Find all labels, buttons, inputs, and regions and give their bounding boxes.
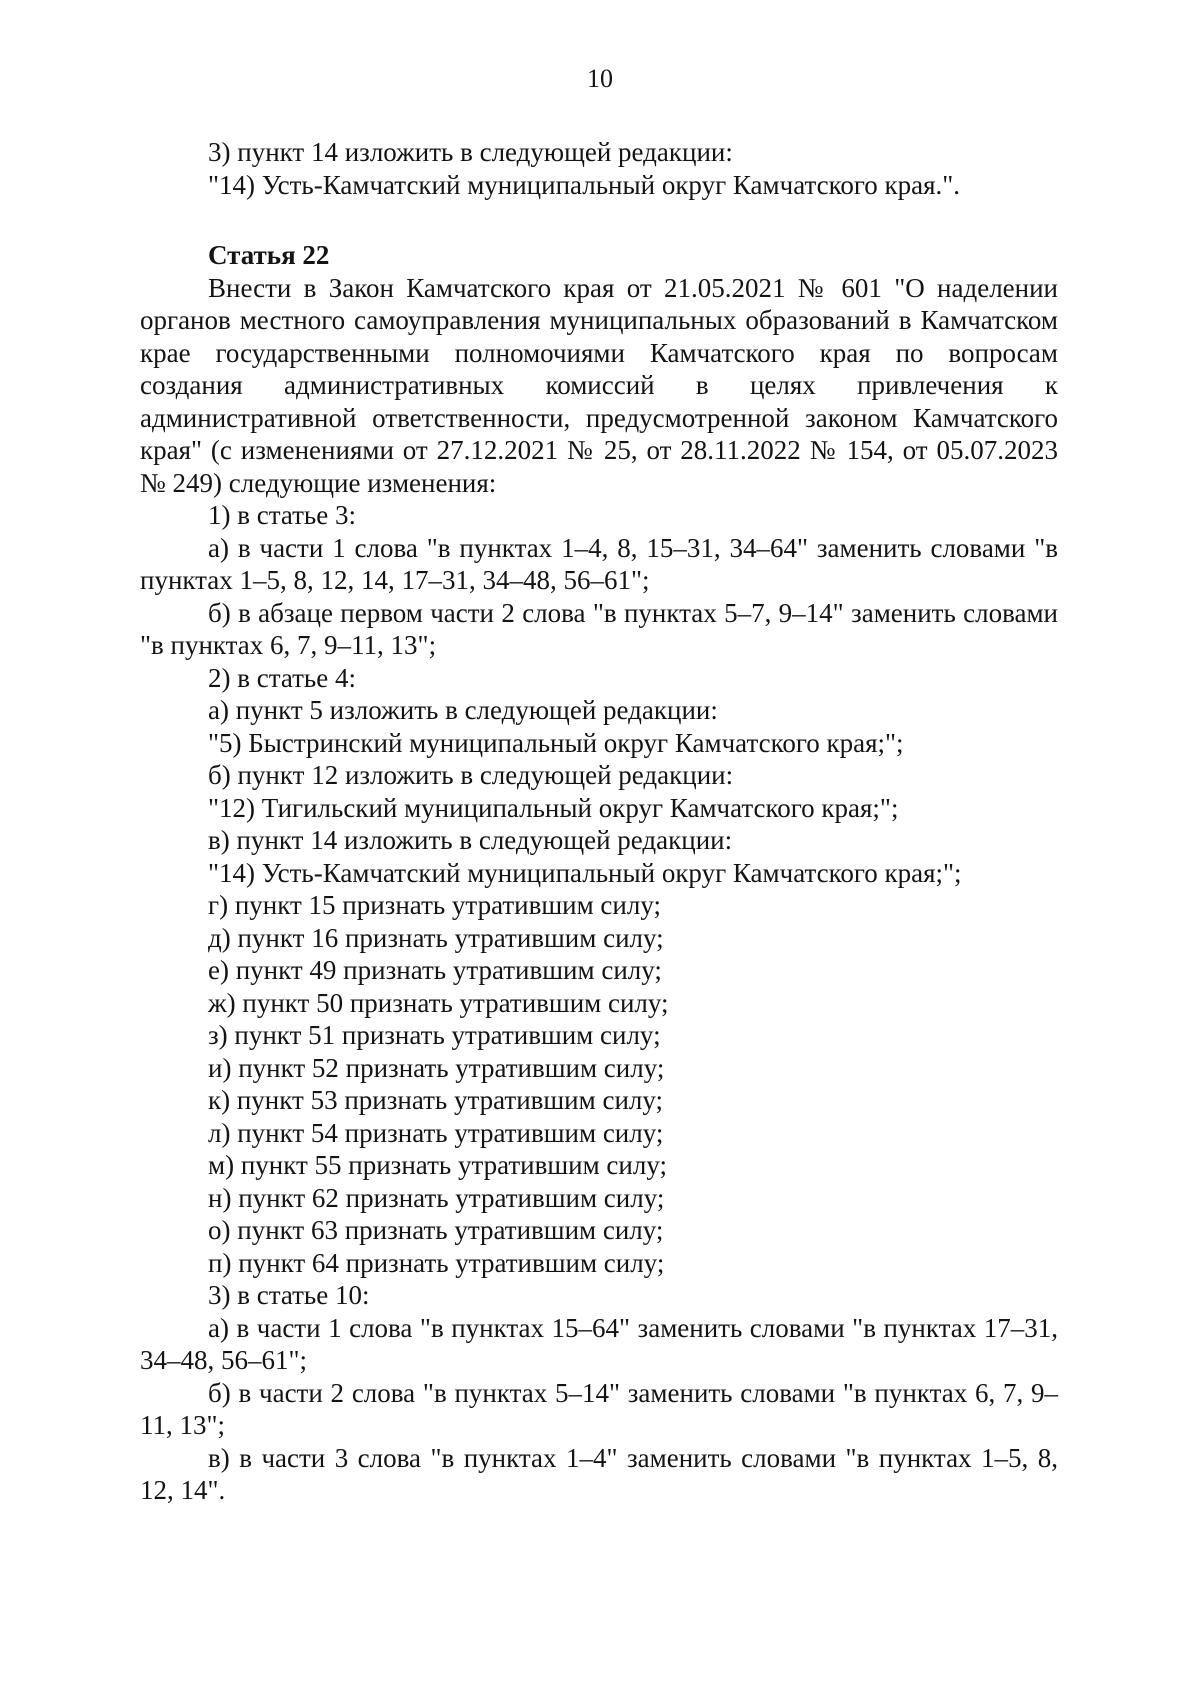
paragraph: 1) в статье 3: bbox=[208, 500, 356, 530]
paragraph: г) пункт 15 признать утратившим силу; bbox=[208, 890, 661, 920]
paragraph: а) пункт 5 изложить в следующей редакции: bbox=[208, 695, 718, 725]
page-number: 10 bbox=[587, 64, 613, 93]
paragraph: "12) Тигильский муниципальный округ Камчатского края;"; bbox=[208, 792, 899, 823]
paragraph: "14) Усть-Камчатский муниципальный округ Камчатского края.". bbox=[208, 169, 961, 200]
paragraph: н) пункт 62 признать утратившим силу; bbox=[208, 1182, 665, 1213]
paragraph: в) в части 3 слова "в пунктах 1–4" заменить словами "в пунктах 1–5, 8, 12, 14". bbox=[140, 1442, 1058, 1505]
paragraph: в) пункт 14 изложить в следующей редакции: bbox=[208, 825, 733, 855]
paragraph: л) пункт 54 признать утратившим силу; bbox=[208, 1117, 664, 1148]
spacer bbox=[140, 201, 1058, 239]
paragraph: о) пункт 63 признать утратившим силу; bbox=[208, 1215, 664, 1245]
paragraph: б) в абзаце первом части 2 слова "в пунктах 5–7, 9–14" заменить словами "в пунктах 6, 7, 9–11, 13"; bbox=[140, 597, 1058, 660]
paragraph: 3) пункт 14 изложить в следующей редакции: bbox=[208, 137, 733, 167]
paragraph: и) пункт 52 признать утратившим силу; bbox=[208, 1052, 665, 1083]
paragraph: 2) в статье 4: bbox=[208, 662, 356, 693]
paragraph: а) в части 1 слова "в пунктах 1–4, 8, 15–31, 34–64" заменить словами "в пунктах 1–5, 8, 12, 14, 17–31, 34–48, 56–61"; bbox=[140, 532, 1058, 595]
paragraph: 3) в статье 10: bbox=[208, 1280, 370, 1310]
paragraph: м) пункт 55 признать утратившим силу; bbox=[208, 1150, 667, 1180]
paragraph: е) пункт 49 признать утратившим силу; bbox=[208, 955, 662, 985]
paragraph: к) пункт 53 признать утратившим силу; bbox=[208, 1085, 664, 1115]
paragraph: ж) пункт 50 признать утратившим силу; bbox=[208, 987, 669, 1018]
article-intro: Внести в Закон Камчатского края от 21.05.2021 № 601 "О наделении органов местного самоуправления муниципальных образований в Камчатском крае государственными полномочиями Камчатского края по вопросам создания административных комиссий в целях привлечения к административной ответственности, предусмотренной законом Камчатского края" (с изменениями от 27.12.2021 № 25, от 28.11.2022 № 154, от 05.07.2023 № 249) следующие изменения: bbox=[140, 272, 1058, 498]
paragraph: а) в части 1 слова "в пунктах 15–64" заменить словами "в пунктах 17–31, 34–48, 56–61"; bbox=[140, 1312, 1058, 1375]
paragraph: "5) Быстринский муниципальный округ Камчатского края;"; bbox=[208, 727, 904, 758]
paragraph: д) пункт 16 признать утратившим силу; bbox=[208, 922, 664, 953]
paragraph: з) пункт 51 признать утратившим силу; bbox=[208, 1020, 661, 1050]
paragraph: б) в части 2 слова "в пунктах 5–14" заменить словами "в пунктах 6, 7, 9–11, 13"; bbox=[140, 1377, 1058, 1440]
article-heading: Статья 22 bbox=[208, 240, 330, 270]
paragraph: б) пункт 12 изложить в следующей редакции: bbox=[208, 760, 734, 790]
paragraph: "14) Усть-Камчатский муниципальный округ Камчатского края;"; bbox=[208, 857, 962, 888]
document-body bbox=[140, 136, 1058, 1507]
paragraph: п) пункт 64 признать утратившим силу; bbox=[208, 1247, 665, 1278]
